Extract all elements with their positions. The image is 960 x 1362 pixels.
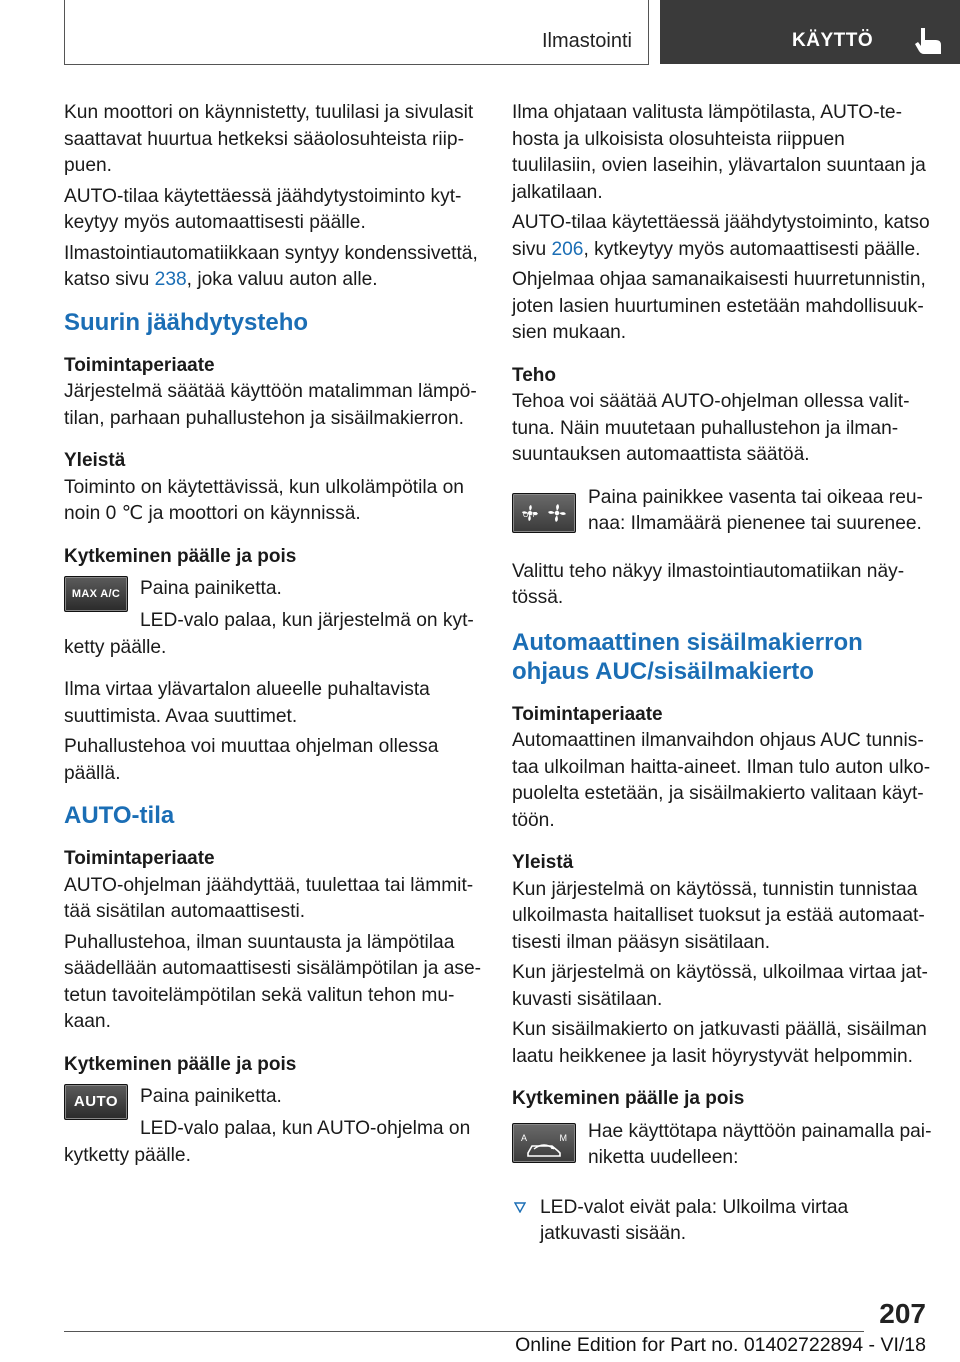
auto-button-icon: AUTO <box>64 1084 128 1120</box>
paragraph <box>512 210 932 263</box>
text: AUTO-tilaa käytettäessä jäähdytystoiminto, katso sivu <box>512 212 930 260</box>
edition-note: Online Edition for Part no. 01402722894 - VI/18 <box>515 1334 926 1356</box>
subheading-power: Teho <box>512 364 556 386</box>
subheading-general: Yleistä <box>512 852 574 873</box>
right-column <box>512 100 932 1252</box>
page-number: 207 <box>879 1298 926 1329</box>
pointing-hand-icon <box>912 24 946 58</box>
paragraph: Järjestelmä säätää käyttöön matalimman lämpötilan, parhaan puhallustehon ja sisäilmakierron. <box>64 381 477 429</box>
subheading-on-off: Kytkeminen päälle ja pois <box>512 1088 745 1109</box>
text: LED-valo palaa, kun järjestelmä on kytketty päälle. <box>64 610 474 658</box>
paragraph: Paina painikkee vasenta tai oikeaa reunaa: Ilmamäärä pienenee tai suurenee. <box>588 486 923 534</box>
car-recirculation-icon <box>524 1137 564 1159</box>
paragraph: AUTO-tilaa käytettäessä jäähdytystoiminto kytkeytyy myös automaattisesti päälle. <box>64 185 462 233</box>
auc-instruction <box>512 1119 932 1181</box>
footer-rule <box>64 1331 864 1332</box>
max-ac-button-icon: MAX A/C <box>64 576 128 612</box>
paragraph: Kun sisäilmakierto on jatkuvasti päällä, sisäilman laatu heikkenee ja lasit höyrystyvät helpommin. <box>512 1019 927 1067</box>
paragraph: Valittu teho näkyy ilmastointiautomatiikan näytössä. <box>512 560 905 608</box>
fan-instruction <box>512 485 932 551</box>
page-link-238[interactable]: 238 <box>154 269 187 290</box>
header-rule-left <box>64 0 65 64</box>
auc-button-icon <box>512 1123 576 1163</box>
auc-a-label: A <box>521 1132 528 1143</box>
paragraph: AUTO-ohjelman jäähdyttää, tuulettaa tai lämmittää sisätilan automaattisesti. <box>64 874 474 922</box>
paragraph: Hae käyttötapa näyttöön painamalla painiketta uudelleen: <box>588 1120 932 1168</box>
paragraph: Automaattinen ilmanvaihdon ohjaus AUC tunnistaa ulkoilman haitta-aineet. Ilman tulo auton ulkopuolelta estetään, ja sisäilmakierto valitaan käyttöön. <box>512 730 931 831</box>
section-title: Ilmastointi <box>541 30 632 52</box>
header-rule-right <box>648 0 649 64</box>
chapter-tab[interactable] <box>660 0 960 64</box>
subheading-on-off: Kytkeminen päälle ja pois <box>64 1053 297 1075</box>
heading-auto-mode: AUTO-tila <box>64 802 175 829</box>
paragraph: Paina painiketta. <box>140 1086 282 1107</box>
text: LED-valo palaa, kun AUTO-ohjelma on kytketty päälle. <box>64 1118 471 1166</box>
paragraph: Toiminto on käytettävissä, kun ulkolämpötila on noin 0 ℃ ja moottori on käynnissä. <box>64 476 464 524</box>
paragraph: Tehoa voi säätää AUTO-ohjelman ollessa valittuna. Näin muutetaan puhallustehon ja ilmansuuntauksen automaattista säätöä. <box>512 391 910 465</box>
paragraph: Kun järjestelmä on käytössä, ulkoilmaa virtaa jatkuvasti sisätilaan. <box>512 962 928 1010</box>
subheading-general: Yleistä <box>64 450 126 471</box>
chapter-tab-label: KÄYTTÖ <box>792 30 874 51</box>
heading-auc: Automaattinen sisäilmakierron ohjaus AUC/sisäilmakierto <box>512 628 863 685</box>
fan-off-label: OFF <box>523 512 537 519</box>
triangle-bullet-icon <box>514 1201 526 1213</box>
paragraph: Ilma virtaa ylävartalon alueelle puhaltavista suuttimista. Avaa suuttimet. <box>64 679 430 727</box>
paragraph: Kun järjestelmä on käytössä, tunnistin tunnistaa ulkoilmasta haitalliset tuoksut ja estää automaattisesti ilman pääsyn sisätilaan. <box>512 878 925 953</box>
fan-large-icon <box>547 503 567 523</box>
subheading-principle: Toimintaperiaate <box>64 354 215 376</box>
paragraph: LED-valot eivät pala: Ulkoilma virtaa jatkuvasti sisään. <box>540 1196 849 1244</box>
auto-instruction <box>64 1084 482 1144</box>
text: , kytkeytyy myös automaattisesti päälle. <box>583 238 921 260</box>
paragraph <box>64 241 482 294</box>
paragraph: Puhallustehoa voi muuttaa ohjelman ollessa päällä. <box>64 736 439 784</box>
subheading-principle: Toimintaperiaate <box>64 848 215 869</box>
subheading-principle: Toimintaperiaate <box>512 703 663 725</box>
paragraph: Ilma ohjataan valitusta lämpötilasta, AUTO-tehosta ja ulkoisista olosuhteista riippuen tuulilasiin, ovien laseihin, ylävartalon suuntaan ja jalkatilaan. <box>512 102 926 203</box>
text: Ilmastointiautomatiikkaan syntyy kondenssivettä, katso sivu <box>64 242 478 290</box>
paragraph: Puhallustehoa, ilman suuntausta ja lämpötilaa säädellään automaattisesti sisälämpötilan ja asetetun tavoitelämpötilan sekä valitun tehon mukaan. <box>64 931 482 1032</box>
max-ac-instruction <box>64 576 482 636</box>
text: , joka valuu auton alle. <box>186 269 378 290</box>
page-link-206[interactable]: 206 <box>551 238 584 260</box>
paragraph: Kun moottori on käynnistetty, tuulilasi ja sivulasit saattavat huurtua hetkeksi sääolosuhteista riippuen. <box>64 102 474 176</box>
header-rule-bottom <box>64 64 649 65</box>
subheading-on-off: Kytkeminen päälle ja pois <box>64 545 297 567</box>
paragraph: Ohjelmaa ohjaa samanaikaisesti huurretunnistin, joten lasien huurtuminen estetään mahdollisuuksien mukaan. <box>512 269 926 343</box>
auc-m-label: M <box>559 1132 567 1143</box>
fan-button-icon <box>512 493 576 533</box>
paragraph: Paina painiketta. <box>140 578 282 599</box>
heading-max-cooling: Suurin jäähdytysteho <box>64 308 309 336</box>
left-column <box>64 100 482 1173</box>
list-item <box>512 1195 932 1248</box>
